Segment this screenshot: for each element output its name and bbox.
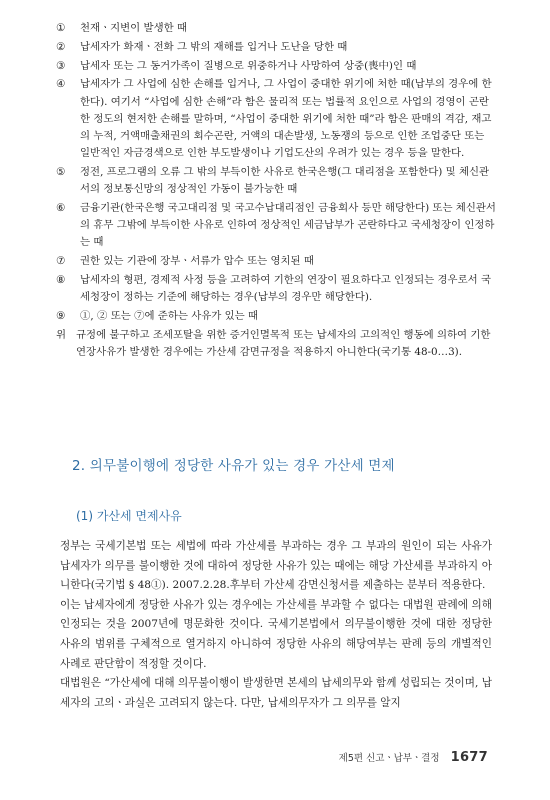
item-number: ⑤ [56, 166, 66, 178]
item-number: ② [56, 40, 66, 53]
list-item [56, 272, 496, 306]
note-label: 위 [56, 328, 67, 341]
item-number: ① [56, 22, 66, 34]
paragraph: 대법원은 “가산세에 대해 의무불이행이 발생한면 본세의 납세의무와 함께 성립되는 것이며, 납세자의 고의ㆍ과실은 고려되지 않는다. 다만, 납세의무자가 그 의무를 알지 [60, 677, 492, 709]
list-item [56, 253, 496, 270]
chapter-label: 제5편 신고ㆍ납부ㆍ결정 [338, 753, 440, 764]
list-item [56, 164, 496, 198]
item-text: ①, ② 또는 ⑦에 준하는 사유가 있는 때 [80, 310, 259, 322]
item-text: 납세자가 그 사업에 심한 손해를 입거나, 그 사업이 중대한 위기에 처한 때(납부의 경우에 한한다). 여기서 “사업에 심한 손해”라 함은 물리적 또는 법률적 요인으로 사업의 경영이 곤란한 정도의 현저한 손해를 말하며, “사업이 중대한 위기에 처한 때”라 함은 판매의 격감, 재고의 누적, 거액매출채권의 회수곤란, 거액의 대손발생, 노동쟁의 등으로 인한 조업중단 또는 일반적인 자금경색으로 인한 부도발생이나 기업도산의 우려가 있는 경우 등을 말한다. [80, 78, 492, 160]
list-item [56, 76, 496, 162]
item-number: ⑨ [56, 310, 66, 322]
paragraph: 이는 납세자에게 정당한 사유가 있는 경우에는 가산세를 부과할 수 없다는 대법원 판례에 의해 인정되는 것을 2007년에 명문화한 것이다. 국세기본법에서 의무불이행한 것에 대한 정당한 사유의 범위를 구체적으로 열거하지 아니하여 정당한 사유의 해당여부는 판례 등의 개별적인 사례로 판단함이 적정할 것이다. [60, 598, 492, 670]
list-item [56, 39, 496, 56]
section-title: 2. 의무불이행에 정당한 사유가 있는 경우 가산세 면제 [72, 458, 395, 474]
item-number: ⑥ [56, 202, 66, 214]
item-text: 정전, 프로그램의 오류 그 밖의 부득이한 사유로 한국은행(그 대리점을 포함한다) 및 체신관서의 정보통신망의 정상적인 가동이 불가능한 때 [80, 166, 490, 196]
item-text: 권한 있는 기관에 장부ㆍ서류가 압수 또는 영치된 때 [80, 255, 314, 268]
body-text [60, 537, 492, 713]
list-item [56, 308, 496, 325]
item-text: 납세자 또는 그 동거가족이 질병으로 위중하거나 사망하여 상중(喪中)인 때 [80, 59, 417, 72]
item-text: 천재ㆍ지변이 발생한 때 [80, 22, 187, 34]
item-number: ⑦ [56, 255, 66, 268]
list-item [56, 20, 496, 37]
page-number: 1677 [450, 750, 488, 765]
item-number: ⑧ [56, 274, 66, 286]
extension-reasons-list [56, 20, 496, 363]
item-number: ③ [56, 59, 66, 72]
item-number: ④ [56, 78, 66, 91]
page-footer [339, 746, 488, 765]
item-text: 금융기관(한국은행 국고대리점 및 국고수납대리점인 금융회사 등만 해당한다) 또는 체신관서의 휴무 그밖에 부득이한 사유로 인하여 정상적인 세금납부가 곤란하다고 국세청장이 인정하는 때 [80, 202, 496, 249]
list-item [56, 200, 496, 252]
list-item [56, 58, 496, 75]
note-text: 규정에 불구하고 조세포탈을 위한 증거인멸목적 또는 납세자의 고의적인 행동에 의하여 기한연장사유가 발생한 경우에는 가산세 감면규정을 적용하지 아니한다(국기통 48-0…3). [76, 328, 491, 358]
paragraph: 정부는 국세기본법 또는 세법에 따라 가산세를 부과하는 경우 그 부과의 원인이 되는 사유가 납세자가 의무를 불이행한 것에 대하여 정당한 사유가 있는 때에는 해당 가산세를 부과하지 아니한다(국기법 § 48①). 2007.2.28.후부터 가산세 감면신청서를 제출하는 분부터 적용한다. [60, 540, 492, 592]
subsection-title: (1) 가산세 면제사유 [76, 509, 182, 523]
note-item [56, 327, 496, 361]
item-text: 납세자의 형편, 경제적 사정 등을 고려하여 기한의 연장이 필요하다고 인정되는 경우로서 국세청장이 정하는 기준에 해당하는 경우(납부의 경우만 해당한다). [80, 274, 492, 304]
item-text: 납세자가 화재ㆍ전화 그 밖의 재해를 입거나 도난을 당한 때 [80, 40, 348, 53]
